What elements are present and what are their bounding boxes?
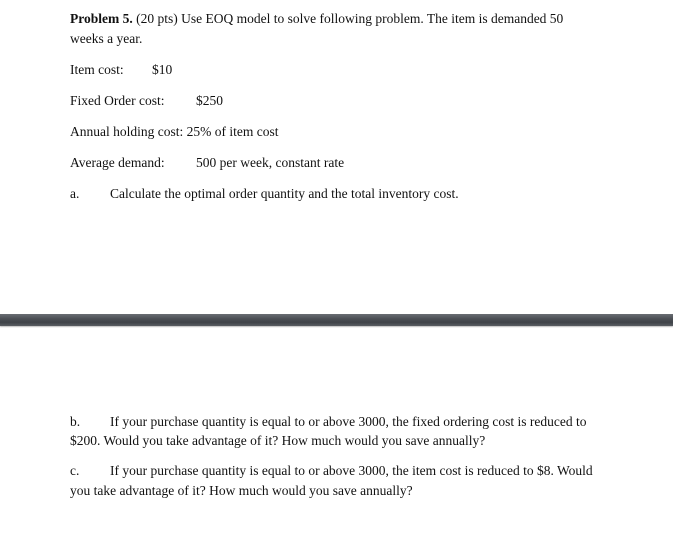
item-cost-label: Item cost: [70, 62, 124, 77]
part-a-text: Calculate the optimal order quantity and the total inventory cost. [110, 186, 459, 201]
page-divider [0, 314, 673, 326]
item-cost-value: $10 [152, 62, 173, 77]
part-b-line1: If your purchase quantity is equal to or above 3000, the fixed ordering cost is reduced to [110, 414, 587, 429]
part-c-marker: c. [70, 463, 80, 478]
problem-heading-line2: weeks a year. [70, 31, 143, 46]
problem-intro: (20 pts) Use EOQ model to solve following problem. The item is demanded 50 [132, 11, 564, 26]
fixed-order-value: $250 [196, 93, 223, 108]
part-c-line1: If your purchase quantity is equal to or above 3000, the item cost is reduced to $8. Would [110, 463, 593, 478]
part-b-marker: b. [70, 414, 81, 429]
problem-label: Problem 5. [70, 11, 133, 26]
fixed-order-label: Fixed Order cost: [70, 93, 165, 108]
problem-heading-line1 [70, 9, 563, 29]
demand-value: 500 per week, constant rate [196, 155, 345, 170]
holding-cost: Annual holding cost: 25% of item cost [70, 124, 279, 139]
demand-label: Average demand: [70, 155, 165, 170]
part-c-line2: you take advantage of it? How much would you save annually? [70, 483, 413, 498]
part-b-line2: $200. Would you take advantage of it? How much would you save annually? [70, 433, 486, 448]
part-a-marker: a. [70, 186, 80, 201]
